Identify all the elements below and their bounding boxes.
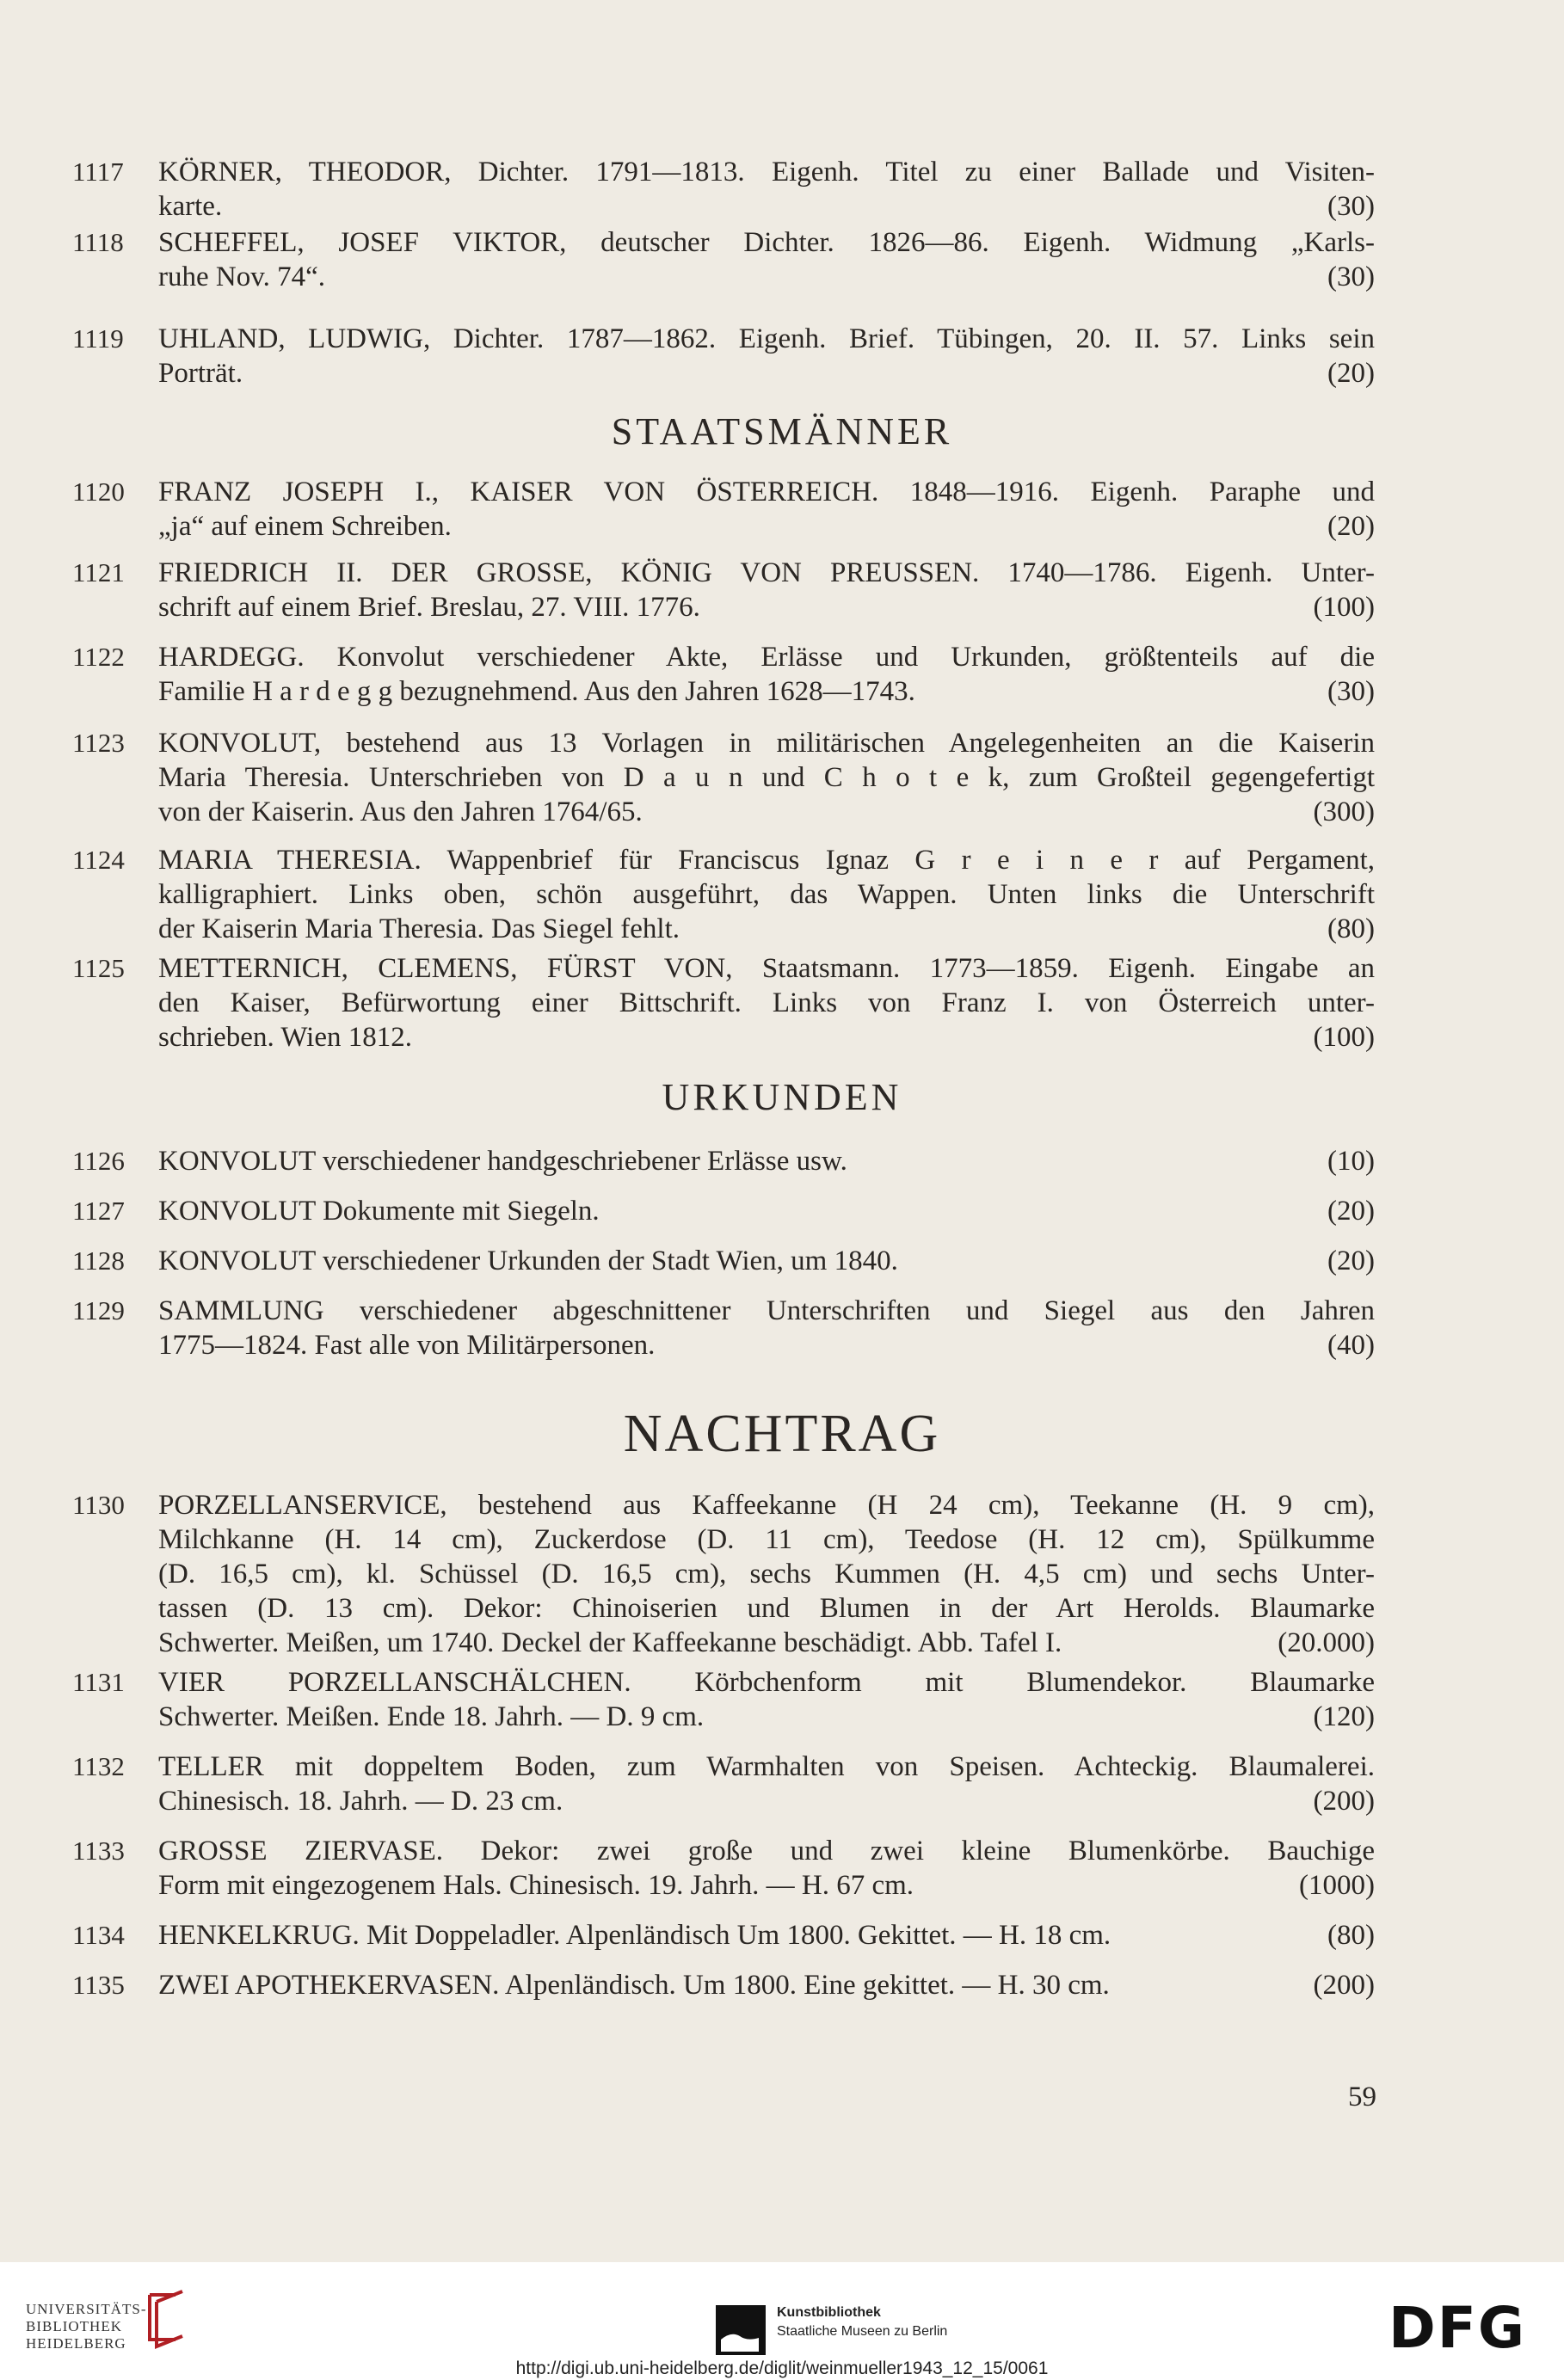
lot-description-line: FRIEDRICH II. DER GROSSE, KÖNIG VON PREUSSEN. 1740—1786. Eigenh. Unter-: [158, 557, 1375, 588]
lot-description-line: [158, 189, 1375, 224]
lot-description-text: „ja“ auf einem Schreiben.: [158, 511, 452, 542]
lot-number: 1130: [72, 1490, 125, 1520]
lot-estimate: (200): [1313, 1970, 1375, 2001]
lot-description-line: kalligraphiert. Links oben, schön ausgeführt, das Wappen. Unten links die Unterschrift: [158, 879, 1375, 910]
dfg-logo: DFG: [1389, 2295, 1527, 2361]
lot-description-text: karte.: [158, 191, 223, 222]
lot-number: 1123: [72, 728, 125, 758]
lot-description-line: [158, 1244, 1375, 1278]
lot-description-line: [158, 356, 1375, 391]
lot-description-text: ZWEI APOTHEKERVASEN. Alpenländisch. Um 1800. Eine gekittet. — H. 30 cm.: [158, 1970, 1110, 2001]
kunstbibliothek-subtitle: Staatliche Museen zu Berlin: [777, 2324, 948, 2339]
lot-description-text: Schwerter. Meißen. Ende 18. Jahrh. — D. 9 cm.: [158, 1701, 705, 1732]
lot-description-line: [158, 1968, 1375, 2002]
lot-estimate: (30): [1327, 261, 1375, 292]
lot-description-line: METTERNICH, CLEMENS, FÜRST VON, Staatsmann. 1773—1859. Eigenh. Eingabe an: [158, 953, 1375, 984]
lot-description: [158, 1244, 1375, 1278]
section-heading-staatsmaenner: STAATSMÄNNER: [611, 410, 953, 452]
lot-description-line: [158, 260, 1375, 294]
lot-estimate: (30): [1327, 191, 1375, 222]
lot-description-line: [158, 795, 1375, 829]
lot-description-line: VIER PORZELLANSCHÄLCHEN. Körbchenform mit Blumendekor. Blaumarke: [158, 1667, 1375, 1698]
section-heading-urkunden: URKUNDEN: [662, 1076, 902, 1118]
lot-description-line: SCHEFFEL, JOSEF VIKTOR, deutscher Dichter. 1826—86. Eigenh. Widmung „Karls-: [158, 227, 1375, 258]
lot-number: 1125: [72, 953, 125, 983]
lot-description-text: Chinesisch. 18. Jahrh. — D. 23 cm.: [158, 1786, 563, 1817]
lot-number: 1131: [72, 1667, 125, 1697]
lot-description-line: [158, 912, 1375, 946]
lot-description-text: 1775—1824. Fast alle von Militärpersonen.: [158, 1330, 656, 1361]
lot-description-line: HARDEGG. Konvolut verschiedener Akte, Erlässe und Urkunden, größtenteils auf die: [158, 642, 1375, 673]
lot-description-line: [158, 1700, 1375, 1734]
lot-description-text: KONVOLUT verschiedener Urkunden der Stadt Wien, um 1840.: [158, 1245, 898, 1276]
lot-description-line: SAMMLUNG verschiedener abgeschnittener Unterschriften und Siegel aus den Jahren: [158, 1295, 1375, 1326]
lot-description: [158, 843, 1375, 946]
lot-number: 1124: [72, 845, 125, 875]
kunstbibliothek-text: [777, 2303, 947, 2341]
lot-estimate: (20): [1327, 1245, 1375, 1276]
lot-estimate: (80): [1327, 913, 1375, 944]
lot-estimate: (20.000): [1278, 1627, 1375, 1658]
lot-description-line: MARIA THERESIA. Wappenbrief für Franciscus Ignaz G r e i n e r auf Pergament,: [158, 845, 1375, 876]
lot-description-text: Familie H a r d e g g bezugnehmend. Aus den Jahren 1628—1743.: [158, 676, 915, 707]
lot-description-text: Schwerter. Meißen, um 1740. Deckel der Kaffeekanne beschädigt. Abb. Tafel I.: [158, 1627, 1062, 1658]
lot-description-text: schrieben. Wien 1812.: [158, 1022, 412, 1053]
lot-number: 1118: [72, 227, 124, 257]
lot-description-line: tassen (D. 13 cm). Dekor: Chinoiserien und Blumen in der Art Herolds. Blaumarke: [158, 1593, 1375, 1624]
lot-number: 1120: [72, 477, 125, 507]
lot-description-line: den Kaiser, Befürwortung einer Bittschrift. Links von Franz I. von Österreich unter-: [158, 987, 1375, 1018]
lot-description: [158, 155, 1375, 224]
kunstbibliothek-title: Kunstbibliothek: [777, 2305, 881, 2320]
lot-number: 1121: [72, 557, 125, 587]
lot-description: [158, 475, 1375, 544]
page-number: 59: [1348, 2082, 1376, 2112]
lot-estimate: (20): [1327, 358, 1375, 389]
lot-description-line: [158, 1918, 1375, 1953]
lot-description-line: GROSSE ZIERVASE. Dekor: zwei große und zwei kleine Blumenkörbe. Bauchige: [158, 1836, 1375, 1866]
lot-description: [158, 556, 1375, 624]
lot-estimate: (10): [1327, 1146, 1375, 1177]
lot-number: 1127: [72, 1196, 125, 1226]
section-heading-nachtrag: NACHTRAG: [623, 1405, 941, 1463]
lot-description-line: [158, 590, 1375, 624]
lot-description-text: ruhe Nov. 74“.: [158, 261, 325, 292]
lot-description-line: [158, 1868, 1375, 1903]
lot-description-line: FRANZ JOSEPH I., KAISER VON ÖSTERREICH. 1848—1916. Eigenh. Paraphe und: [158, 477, 1375, 507]
kunstbibliothek-logo-icon: [716, 2305, 766, 2358]
lot-description: [158, 1144, 1375, 1178]
lot-description: [158, 1194, 1375, 1228]
uni-line-3: HEIDELBERG: [26, 2335, 126, 2352]
lot-description-line: [158, 509, 1375, 544]
lot-description: [158, 322, 1375, 391]
lot-estimate: (30): [1327, 676, 1375, 707]
uni-line-1: UNIVERSITÄTS-: [26, 2301, 147, 2317]
lot-description: [158, 1294, 1375, 1362]
lot-estimate: (100): [1313, 1022, 1375, 1053]
lot-description-line: [158, 1626, 1375, 1660]
lot-number: 1128: [72, 1245, 125, 1276]
lot-description-line: TELLER mit doppeltem Boden, zum Warmhalten von Speisen. Achteckig. Blaumalerei.: [158, 1751, 1375, 1782]
lot-estimate: (120): [1313, 1701, 1375, 1732]
lot-description: [158, 726, 1375, 829]
university-library-name: [26, 2301, 147, 2352]
lot-estimate: (20): [1327, 1196, 1375, 1227]
lot-number: 1119: [72, 323, 124, 354]
lot-description-text: von der Kaiserin. Aus den Jahren 1764/65.: [158, 796, 643, 827]
lot-estimate: (100): [1313, 592, 1375, 623]
lot-description-line: KONVOLUT, bestehend aus 13 Vorlagen in militärischen Angelegenheiten an die Kaiserin: [158, 728, 1375, 759]
lot-number: 1122: [72, 642, 125, 672]
lot-number: 1126: [72, 1146, 125, 1176]
lot-description-line: KÖRNER, THEODOR, Dichter. 1791—1813. Eigenh. Titel zu einer Ballade und Visiten-: [158, 157, 1375, 188]
lot-description-text: der Kaiserin Maria Theresia. Das Siegel fehlt.: [158, 913, 680, 944]
lot-number: 1129: [72, 1295, 125, 1325]
lot-description-text: HENKELKRUG. Mit Doppeladler. Alpenländisch Um 1800. Gekittet. — H. 18 cm.: [158, 1920, 1111, 1951]
lot-description-line: [158, 1144, 1375, 1178]
lot-description: [158, 1665, 1375, 1734]
lot-number: 1132: [72, 1751, 125, 1781]
lot-description-line: [158, 674, 1375, 709]
lot-number: 1135: [72, 1970, 125, 2000]
lot-description: [158, 1968, 1375, 2002]
lot-number: 1117: [72, 157, 124, 187]
lot-estimate: (20): [1327, 511, 1375, 542]
lot-description-text: KONVOLUT verschiedener handgeschriebener Erlässe usw.: [158, 1146, 847, 1177]
lot-estimate: (300): [1313, 796, 1375, 827]
lot-estimate: (40): [1327, 1330, 1375, 1361]
lot-description: [158, 1750, 1375, 1818]
lot-description-line: Milchkanne (H. 14 cm), Zuckerdose (D. 11 cm), Teedose (H. 12 cm), Spülkumme: [158, 1524, 1375, 1555]
lot-description: [158, 225, 1375, 294]
source-url-link[interactable]: http://digi.ub.uni-heidelberg.de/diglit/weinmueller1943_12_15/0061: [515, 2358, 1049, 2378]
lot-estimate: (1000): [1299, 1870, 1375, 1901]
lot-description: [158, 640, 1375, 709]
lot-description-text: Porträt.: [158, 358, 243, 389]
lot-description: [158, 1918, 1375, 1953]
lot-estimate: (80): [1327, 1920, 1375, 1951]
uni-line-2: BIBLIOTHEK: [26, 2318, 122, 2334]
lot-description-line: PORZELLANSERVICE, bestehend aus Kaffeekanne (H 24 cm), Teekanne (H. 9 cm),: [158, 1490, 1375, 1521]
lot-description: [158, 951, 1375, 1055]
lot-description-line: Maria Theresia. Unterschrieben von D a u n und C h o t e k, zum Großteil gegengefertigt: [158, 762, 1375, 793]
footer-bar: [0, 2262, 1564, 2380]
lot-description-line: [158, 1784, 1375, 1818]
lot-number: 1133: [72, 1836, 125, 1866]
lot-description-line: [158, 1194, 1375, 1228]
lot-description: [158, 1834, 1375, 1903]
lot-description-line: (D. 16,5 cm), kl. Schüssel (D. 16,5 cm), sechs Kummen (H. 4,5 cm) und sechs Unter-: [158, 1559, 1375, 1590]
lot-estimate: (200): [1313, 1786, 1375, 1817]
lot-description-text: schrift auf einem Brief. Breslau, 27. VIII. 1776.: [158, 592, 700, 623]
lot-description-line: [158, 1020, 1375, 1055]
lot-description-line: [158, 1328, 1375, 1362]
lot-description-text: KONVOLUT Dokumente mit Siegeln.: [158, 1196, 600, 1227]
lot-description-text: Form mit eingezogenem Hals. Chinesisch. 19. Jahrh. — H. 67 cm.: [158, 1870, 914, 1901]
lot-description: [158, 1488, 1375, 1660]
lot-description-line: UHLAND, LUDWIG, Dichter. 1787—1862. Eigenh. Brief. Tübingen, 20. II. 57. Links sein: [158, 323, 1375, 354]
lot-number: 1134: [72, 1920, 125, 1950]
university-logo-icon: [138, 2288, 189, 2352]
